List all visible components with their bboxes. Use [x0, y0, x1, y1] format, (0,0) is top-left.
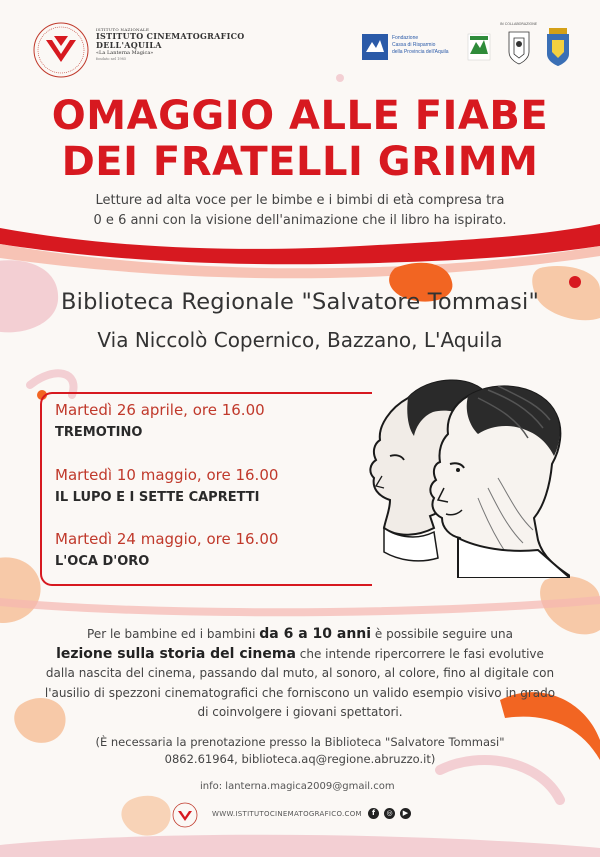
institute-name-line1: ISTITUTO CINEMATOGRAFICO — [96, 31, 245, 41]
booking-line2: 0862.61964, biblioteca.aq@regione.abruzzo.it) — [164, 752, 436, 766]
intro-line1: Letture ad alta voce per le bimbe e i bimbi di età compresa tra — [95, 193, 505, 208]
event-3-date: Martedì 24 maggio, ore 16.00 — [55, 530, 279, 548]
footer-website-link[interactable]: WWW.ISTITUTOCINEMATOGRAFICO.COM — [212, 810, 362, 818]
venue-name: Biblioteca Regionale "Salvatore Tommasi" — [60, 289, 540, 315]
para-part-a: Per le bambine ed i bambini — [87, 627, 260, 641]
sponsor1-line2: Cassa di Risparmio — [392, 42, 436, 48]
event-3-title: L'OCA D'ORO — [55, 554, 150, 569]
institute-founded: fondato nel 1985 — [96, 57, 127, 61]
sponsor-caption: IN COLLABORAZIONE — [500, 22, 538, 26]
page-title-line1: OMAGGIO ALLE FIABE — [51, 93, 549, 139]
institute-name — [96, 27, 256, 61]
lesson-title-highlight: lezione sulla storia del cinema — [56, 645, 296, 662]
intro-text — [40, 191, 560, 231]
sponsor1-line3: della Provincia dell'Aquila — [392, 49, 449, 55]
para-part-c: è possibile seguire una — [371, 627, 513, 641]
brothers-grimm-portrait — [338, 368, 570, 578]
fondazione-carispaq-logo — [362, 30, 454, 70]
comune-crest-logo — [505, 24, 533, 70]
venue-address: Via Niccolò Copernico, Bazzano, L'Aquila — [97, 328, 503, 352]
booking-line1: (È necessaria la prenotazione presso la Biblioteca "Salvatore Tommasi" — [95, 735, 505, 749]
facebook-icon[interactable]: f — [368, 808, 379, 819]
events-box — [40, 392, 372, 586]
page-title-line2: DEI FRATELLI GRIMM — [61, 139, 539, 185]
event-1-date: Martedì 26 aprile, ore 16.00 — [55, 401, 265, 419]
sponsor1-line1: Fondazione — [392, 35, 419, 41]
fondazione-icon — [362, 34, 388, 60]
event-2-date: Martedì 10 maggio, ore 16.00 — [55, 466, 279, 484]
institute-small-label: ISTITUTO NAZIONALE — [96, 27, 150, 32]
institute-name-line2: DELL'AQUILA — [96, 40, 162, 50]
lesson-description — [40, 625, 560, 723]
youtube-icon[interactable]: ▶ — [400, 808, 411, 819]
institute-logo — [30, 20, 92, 80]
provincia-crest-logo — [543, 24, 573, 70]
instagram-icon[interactable]: ◎ — [384, 808, 395, 819]
booking-info — [60, 734, 540, 768]
footer-institute-logo — [172, 802, 198, 828]
institute-subtitle: «La Lanterna Magica» — [96, 50, 154, 56]
para-part-e: che intende ripercorrere le fasi evolutive dalla nascita del cinema, passando dal muto, al sonoro, al colore, fino al digitale con l'ausilio di spezzoni cinematografici che forniscono un valido esempio visivo in grado di coinvolgere i giovani spettatori. — [44, 646, 556, 719]
intro-line2: 0 e 6 anni con la visione dell'animazione che il libro ha ispirato. — [93, 213, 507, 228]
regione-abruzzo-logo — [466, 28, 492, 66]
age-range-highlight: da 6 a 10 anni — [259, 626, 372, 642]
footer-email[interactable]: info: lanterna.magica2009@gmail.com — [200, 781, 395, 792]
event-1-title: TREMOTINO — [55, 425, 143, 440]
event-2-title: IL LUPO E I SETTE CAPRETTI — [55, 490, 260, 505]
